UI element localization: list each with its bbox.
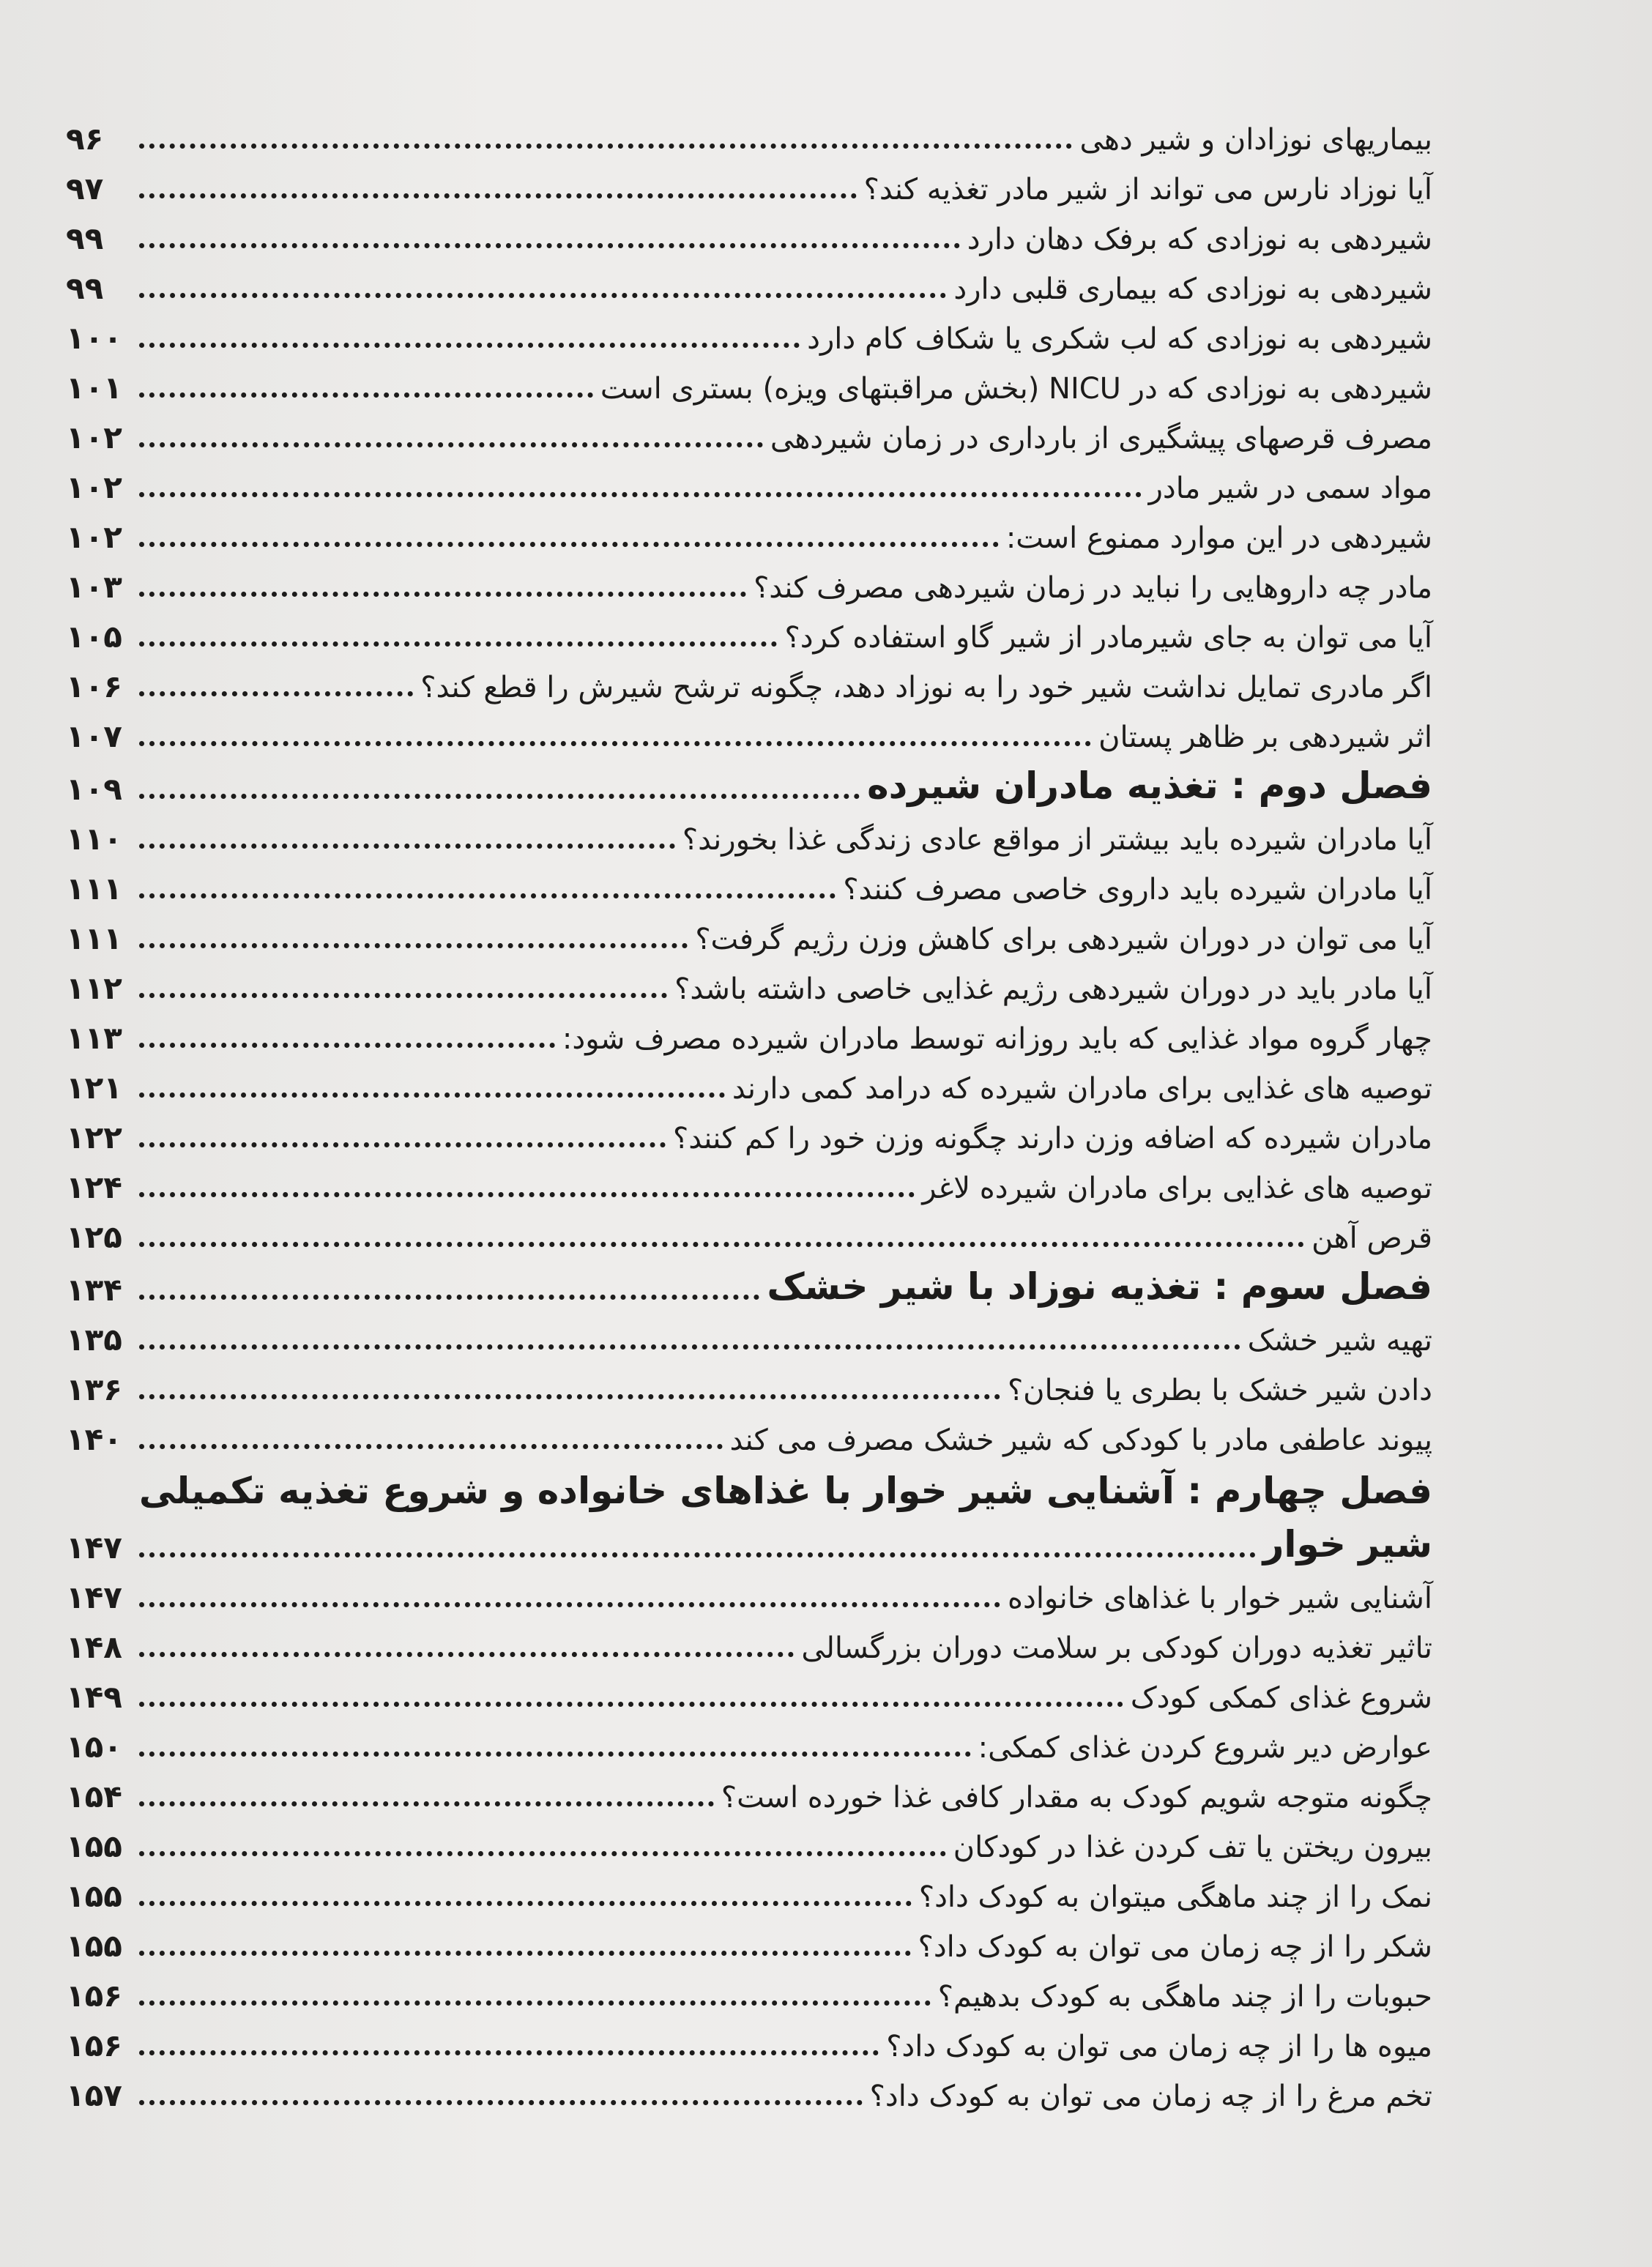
- dot-leader: [139, 1142, 666, 1147]
- toc-entry: [66, 654, 1432, 704]
- entry-title: چگونه متوجه شویم کودک به مقدار کافی غذا خورده است؟: [721, 1781, 1432, 1814]
- page-number: ۱۰۷: [66, 718, 122, 754]
- entry-title: مواد سمی در شیر مادر: [1148, 472, 1432, 505]
- entry-title: آیا مادران شیرده باید داروی خاصی مصرف کنند؟: [843, 873, 1432, 907]
- dot-leader: [139, 542, 999, 547]
- entry-title: تهیه شیر خشک: [1247, 1324, 1432, 1358]
- page-number: ۱۰۰: [66, 319, 122, 356]
- chapter-4-title-line-2: شیر خوار: [1262, 1523, 1432, 1566]
- entry-title: تخم مرغ را از چه زمان می توان به کودک داد؟: [869, 2080, 1432, 2113]
- toc-entry: [66, 156, 1432, 206]
- entry-title: قرص آهن: [1311, 1221, 1432, 1255]
- toc-entry: [66, 1407, 1432, 1456]
- chapter-title: فصل دوم : تغذیه مادران شیرده: [867, 764, 1432, 807]
- entry-title: پیوند عاطفی مادر با کودکی که شیر خشک مصرف می کند: [729, 1423, 1432, 1457]
- dot-leader: [139, 794, 860, 799]
- dot-leader: [139, 691, 413, 696]
- page-number: ۱۲۵: [66, 1218, 122, 1255]
- page-number: ۱۵۰: [66, 1728, 122, 1765]
- toc-entry: [66, 505, 1432, 554]
- dot-leader: [139, 943, 688, 948]
- toc-entry: [66, 704, 1432, 753]
- page-number: ۱۰۳: [66, 568, 122, 605]
- toc-entry: [66, 1963, 1432, 2013]
- entry-title: اگر مادری تمایل نداشت شیر خود را به نوزاد دهد، چگونه ترشح شیرش را قطع کند؟: [420, 671, 1432, 704]
- dot-leader: [139, 442, 763, 447]
- toc-entry: [66, 1105, 1432, 1155]
- dot-leader: [139, 641, 777, 647]
- toc-entry: [66, 1664, 1432, 1714]
- page-number: ۱۵۶: [66, 2027, 122, 2063]
- page-number: ۱۵۴: [66, 1778, 122, 1814]
- toc-entry: [66, 1913, 1432, 1963]
- page-number: ۱۳۴: [66, 1271, 122, 1308]
- dot-leader: [139, 1702, 1123, 1707]
- entry-title: شروع غذای کمکی کودک: [1130, 1681, 1432, 1715]
- dot-leader: [139, 193, 857, 198]
- page-number: ۱۴۸: [66, 1628, 122, 1665]
- entry-title: توصیه های غذایی برای مادران شیرده لاغر: [922, 1172, 1432, 1205]
- dot-leader: [139, 2100, 863, 2105]
- dot-leader: [139, 1602, 1000, 1607]
- chapter-heading: [66, 753, 1432, 806]
- dot-leader: [139, 741, 1091, 746]
- dot-leader: [139, 1192, 915, 1197]
- page-number: ۱۵۵: [66, 1828, 122, 1864]
- dot-leader: [139, 1752, 971, 1757]
- dot-leader: [139, 1444, 723, 1449]
- toc-entry: [66, 1565, 1432, 1615]
- toc-entry: [66, 1864, 1432, 1913]
- entry-title: آیا نوزاد نارس می تواند از شیر مادر تغذیه کند؟: [863, 173, 1432, 206]
- entry-title: شکر را از چه زمان می توان به کودک داد؟: [918, 1930, 1432, 1964]
- entry-title: بیرون ریختن یا تف کردن غذا در کودکان: [953, 1831, 1432, 1864]
- page-number: ۱۳۵: [66, 1321, 122, 1358]
- chapter-title: فصل سوم : تغذیه نوزاد با شیر خشک: [767, 1265, 1432, 1308]
- entry-title: شیردهی در این موارد ممنوع است:: [1005, 521, 1432, 555]
- toc-entry: [66, 355, 1432, 405]
- page-number: ۱۱۱: [66, 920, 122, 956]
- toc-entry: [66, 1764, 1432, 1814]
- dot-leader: [139, 893, 836, 898]
- entry-title: شیردهی به نوزادی که بیماری قلبی دارد: [953, 272, 1432, 306]
- toc-section-a: [66, 106, 1432, 1456]
- entry-title: نمک را از چند ماهگی میتوان به کودک داد؟: [918, 1880, 1432, 1914]
- page-number: ۹۷: [66, 170, 104, 206]
- toc-entry: [66, 256, 1432, 305]
- page-number: ۱۱۳: [66, 1019, 122, 1056]
- dot-leader: [139, 1344, 1240, 1350]
- page-number: ۱۵۵: [66, 1877, 122, 1914]
- page-number: ۱۲۴: [66, 1169, 122, 1205]
- dot-leader: [139, 1092, 725, 1098]
- entry-title: آیا مادر باید در دوران شیردهی رژیم غذایی خاصی داشته باشد؟: [674, 972, 1432, 1006]
- page-number: ۹۹: [66, 269, 104, 306]
- toc-entry: [66, 906, 1432, 956]
- entry-title: اثر شیردهی بر ظاهر پستان: [1098, 721, 1432, 754]
- dot-leader: [139, 2000, 931, 2006]
- toc-entry: [66, 604, 1432, 654]
- dot-leader: [139, 144, 1072, 149]
- page-number: ۹۹: [66, 220, 104, 256]
- page-number: ۱۵۶: [66, 1977, 122, 2014]
- table-of-contents: [66, 106, 1432, 2112]
- entry-title: شیردهی به نوزادی که لب شکری یا شکاف کام دارد: [807, 322, 1432, 356]
- toc-entry: [66, 2013, 1432, 2063]
- toc-entry: [66, 1205, 1432, 1254]
- dot-leader: [139, 1394, 1000, 1399]
- entry-title: شیردهی به نوزادی که در NICU (بخش مراقبتهای ویزه) بستری است: [600, 372, 1432, 406]
- dot-leader: [139, 1901, 912, 1906]
- page-number: ۱۴۷: [66, 1579, 122, 1615]
- dot-leader: [139, 243, 960, 248]
- page-number: ۱۲۲: [66, 1119, 122, 1155]
- toc-entry: [66, 106, 1432, 156]
- page-number: ۱۳۶: [66, 1371, 122, 1407]
- toc-entry: [66, 1005, 1432, 1055]
- entry-title: توصیه های غذایی برای مادران شیرده که درامد کمی دارند: [732, 1072, 1432, 1106]
- toc-section-b: [66, 1565, 1432, 2112]
- dot-leader: [139, 592, 746, 597]
- entry-title: دادن شیر خشک با بطری یا فنجان؟: [1007, 1374, 1432, 1407]
- page-number: ۱۰۱: [66, 369, 122, 406]
- dot-leader: [139, 343, 800, 348]
- entry-title: آیا مادران شیرده باید بیشتر از مواقع عادی زندگی غذا بخورند؟: [682, 823, 1432, 857]
- page-number: ۱۴۹: [66, 1678, 122, 1715]
- page-number: ۱۴۷: [66, 1529, 122, 1566]
- page-number: ۱۱۱: [66, 870, 122, 907]
- chapter-4-title-line-1: فصل چهارم : آشنایی شیر خوار با غذاهای خانواده و شروع تغذیه تکمیلی: [138, 1470, 1432, 1512]
- dot-leader: [139, 1951, 911, 1956]
- entry-title: مصرف قرصهای پیشگیری از بارداری در زمان شیردهی: [770, 422, 1432, 455]
- entry-title: آیا می توان به جای شیرمادر از شیر گاو استفاده کرد؟: [784, 621, 1432, 655]
- dot-leader: [139, 492, 1142, 497]
- toc-entry: [66, 2063, 1432, 2112]
- toc-entry: [66, 1615, 1432, 1664]
- page-number: ۱۰۹: [66, 770, 122, 807]
- entry-title: مادران شیرده که اضافه وزن دارند چگونه وزن خود را کم کنند؟: [673, 1122, 1432, 1155]
- page-number: ۱۱۲: [66, 969, 122, 1006]
- toc-entry: [66, 1307, 1432, 1357]
- entry-title: تاثیر تغذیه دوران کودکی بر سلامت دوران بزرگسالی: [801, 1631, 1432, 1665]
- entry-title: بیماریهای نوزادان و شیر دهی: [1079, 123, 1432, 157]
- page-number: ۱۰۲: [66, 469, 122, 505]
- dot-leader: [139, 1851, 946, 1856]
- dot-leader: [139, 1043, 555, 1048]
- dot-leader: [139, 2050, 879, 2055]
- dot-leader: [139, 1801, 714, 1806]
- page-number: ۹۶: [66, 120, 104, 157]
- page-number: ۱۰۲: [66, 419, 122, 455]
- page-number: ۱۰۲: [66, 518, 122, 555]
- toc-entry: [66, 956, 1432, 1005]
- toc-entry: [66, 1357, 1432, 1407]
- page-number: ۱۲۱: [66, 1069, 122, 1106]
- page-number: ۱۰۵: [66, 618, 122, 655]
- toc-entry: [66, 1512, 1432, 1565]
- entry-title: آشنایی شیر خوار با غذاهای خانواده: [1008, 1582, 1432, 1615]
- entry-title: آیا می توان در دوران شیردهی برای کاهش وزن رژیم گرفت؟: [695, 923, 1432, 956]
- dot-leader: [139, 844, 675, 849]
- toc-entry: [66, 1814, 1432, 1864]
- toc-entry: [66, 305, 1432, 355]
- entry-title: میوه ها را از چه زمان می توان به کودک داد؟: [886, 2030, 1432, 2063]
- entry-title: حبوبات را از چند ماهگی به کودک بدهیم؟: [937, 1980, 1432, 2014]
- chapter-heading: [66, 1254, 1432, 1307]
- page-number: ۱۰۶: [66, 668, 122, 704]
- chapter-heading-4: [66, 1456, 1432, 1565]
- toc-entry: [66, 806, 1432, 856]
- dot-leader: [139, 392, 593, 398]
- dot-leader: [139, 1295, 759, 1300]
- toc-entry: [66, 554, 1432, 604]
- dot-leader: [139, 1242, 1304, 1247]
- entry-title: عوارض دیر شروع کردن غذای کمکی:: [978, 1731, 1432, 1765]
- toc-entry: [66, 405, 1432, 455]
- toc-entry: [66, 1155, 1432, 1205]
- entry-title: شیردهی به نوزادی که برفک دهان دارد: [967, 223, 1432, 256]
- toc-entry: [66, 455, 1432, 505]
- page-number: ۱۵۵: [66, 1927, 122, 1964]
- page-number: ۱۴۰: [66, 1421, 122, 1457]
- entry-title: مادر چه داروهایی را نباید در زمان شیردهی مصرف کند؟: [754, 571, 1432, 605]
- page-number: ۱۱۰: [66, 820, 122, 857]
- toc-entry: [66, 206, 1432, 256]
- toc-entry: [66, 1714, 1432, 1764]
- dot-leader: [139, 993, 667, 998]
- toc-entry: [66, 1055, 1432, 1105]
- dot-leader: [139, 1652, 794, 1657]
- dot-leader: [139, 293, 946, 298]
- page-number: ۱۵۷: [66, 2077, 122, 2113]
- dot-leader: [139, 1552, 1256, 1557]
- toc-entry: [66, 856, 1432, 906]
- entry-title: چهار گروه مواد غذایی که باید روزانه توسط مادران شیرده مصرف شود:: [562, 1022, 1432, 1056]
